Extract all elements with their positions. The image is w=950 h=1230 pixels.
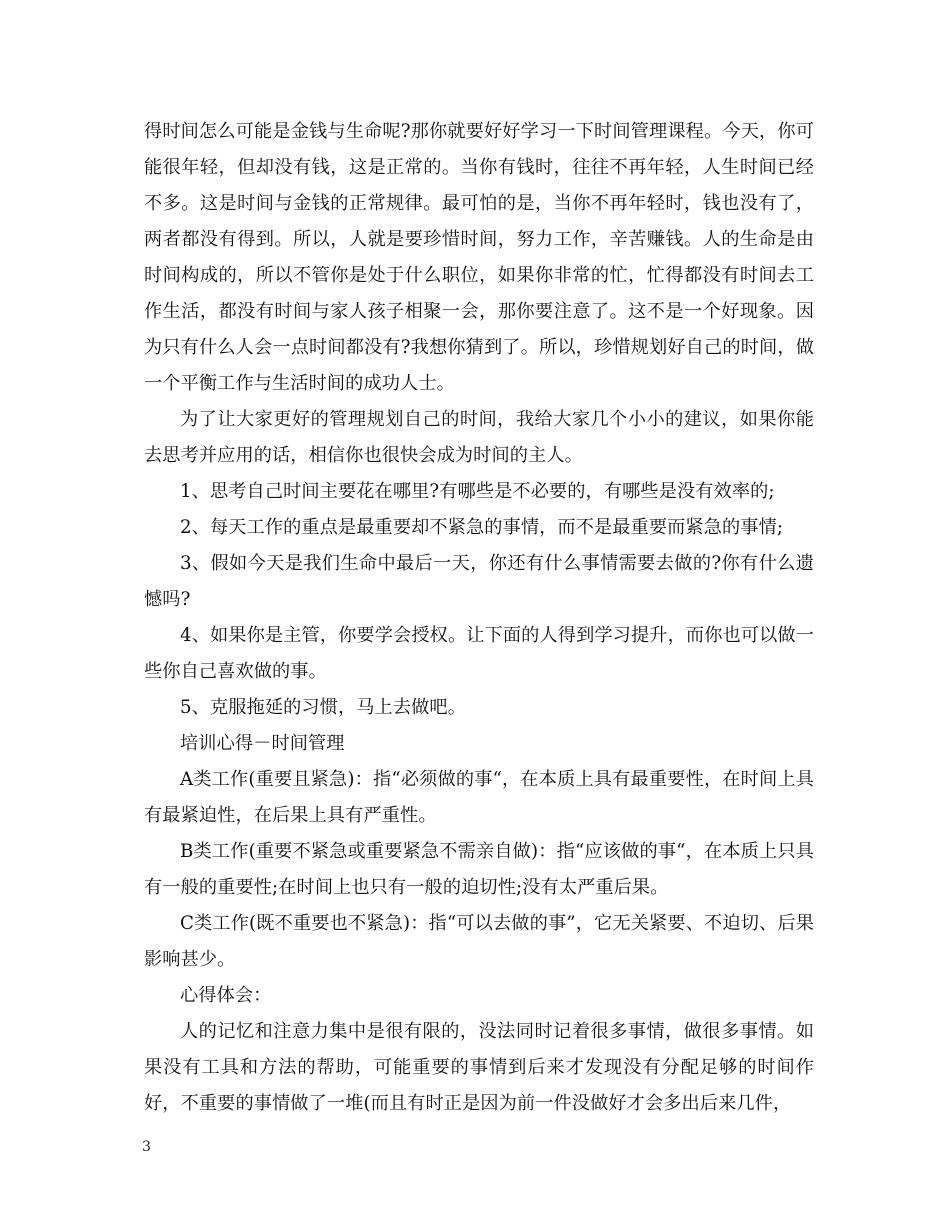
list-item-2: 2、每天工作的重点是最重要却不紧急的事情，而不是最重要而紧急的事情; [180,517,784,538]
document-body [144,114,814,1122]
section-heading: 培训心得－时间管理 [180,733,345,754]
paragraph-advice-intro: 为了让大家更好的管理规划自己的时间，我给大家几个小小的建议，如果你能去思考并应用的话，相信你也很快会成为时间的主人。 [144,409,814,466]
subheading-reflection: 心得体会： [180,985,272,1006]
paragraph-reflection: 人的记忆和注意力集中是很有限的，没法同时记着很多事情，做很多事情。如果没有工具和方法的帮助，可能重要的事情到后来才发现没有分配足够的时间作好，不重要的事情做了一堆(而且有时正是因为前一件没做好才会多出后来几件， [144,1021,814,1114]
list-item-4: 4、如果你是主管，你要学会授权。让下面的人得到学习提升，而你也可以做一些你自己喜欢做的事。 [144,625,814,682]
list-item-3: 3、假如今天是我们生命中最后一天，你还有什么事情需要去做的?你有什么遗憾吗? [144,553,814,610]
paragraph-category-a: A类工作(重要且紧急)：指“必须做的事“，在本质上具有最重要性，在时间上具有最紧迫性，在后果上具有严重性。 [144,769,814,826]
paragraph-category-b: B类工作(重要不紧急或重要紧急不需亲自做)：指“应该做的事“，在本质上只具有一般的重要性;在时间上也只有一般的迫切性;没有太严重后果。 [144,841,814,898]
page-number: 3 [142,1139,151,1155]
paragraph-time-value: 得时间怎么可能是金钱与生命呢?那你就要好好学习一下时间管理课程。今天，你可能很年轻，但却没有钱，这是正常的。当你有钱时，往往不再年轻，人生时间已经不多。这是时间与金钱的正常规律。最可怕的是，当你不再年轻时，钱也没有了，两者都没有得到。所以，人就是要珍惜时间，努力工作，辛苦赚钱。人的生命是由时间构成的，所以不管你是处于什么职位，如果你非常的忙，忙得都没有时间去工作生活，都没有时间与家人孩子相聚一会，那你要注意了。这不是一个好现象。因为只有什么人会一点时间都没有?我想你猜到了。所以，珍惜规划好自己的时间，做一个平衡工作与生活时间的成功人士。 [144,121,814,394]
paragraph-category-c: C类工作(既不重要也不紧急)：指“可以去做的事”，它无关紧要、不迫切、后果影响甚少。 [144,913,814,970]
list-item-1: 1、思考自己时间主要花在哪里?有哪些是不必要的，有哪些是没有效率的; [180,481,775,502]
list-item-5: 5、克服拖延的习惯，马上去做吧。 [180,697,466,718]
